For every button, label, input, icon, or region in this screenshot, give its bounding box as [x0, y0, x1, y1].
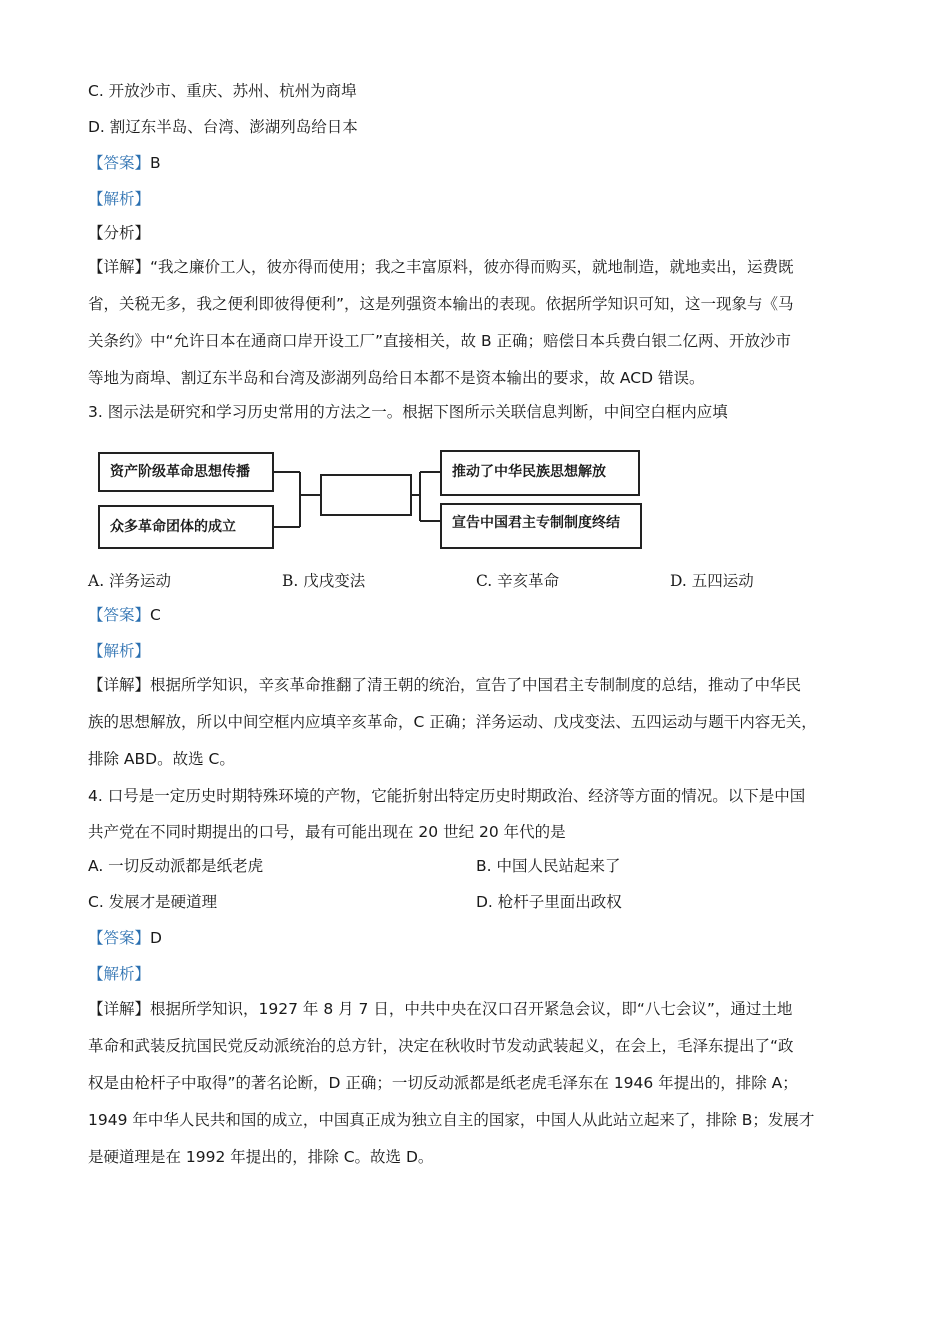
q3-analysis-label: 【解析】: [88, 642, 151, 660]
answer-label: 【答案】: [88, 929, 151, 947]
q3-option-b: B. 戊戌变法: [282, 572, 366, 590]
q2-fenxi-label: 【分析】: [88, 224, 151, 242]
q4-option-d: D. 枪杆子里面出政权: [476, 893, 622, 911]
q3-detail-line-2: 族的思想解放，所以中间空框内应填辛亥革命，C 正确；洋务运动、戊戌变法、五四运动与题干内容无关，: [88, 713, 817, 731]
q4-answer: [88, 927, 162, 949]
box-thought-liberation: 推动了中华民族思想解放: [440, 450, 640, 496]
q4-detail-line-3: 权是由枪杆子中取得”的著名论断，D 正确；一切反动派都是纸老虎毛泽东在 1946 年提出的，排除 A；: [88, 1074, 798, 1092]
detail-label: 【详解】: [88, 258, 151, 276]
q2-detail-line-3: 关条约》中“允许日本在通商口岸开设工厂”直接相关，故 B 正确；赔偿日本兵费白银二亿两、开放沙市: [88, 332, 792, 350]
q4-option-c: C. 发展才是硬道理: [88, 893, 218, 911]
answer-value: B: [150, 154, 161, 172]
detail-label: 【详解】: [88, 1000, 151, 1018]
q3-option-d: D. 五四运动: [670, 572, 754, 590]
q4-option-b: B. 中国人民站起来了: [476, 857, 621, 875]
answer-value: C: [150, 606, 161, 624]
q2-option-c: C. 开放沙市、重庆、苏州、杭州为商埠: [88, 82, 357, 100]
q4-detail-line-2: 革命和武装反抗国民党反动派统治的总方针，决定在秋收时节发动武装起义，在会上，毛泽东提出了“政: [88, 1037, 794, 1055]
q4-detail-line-1: [88, 998, 792, 1020]
q3-option-a: A. 洋务运动: [88, 572, 172, 590]
answer-label: 【答案】: [88, 606, 151, 624]
q4-detail-line-4: 1949 年中华人民共和国的成立，中国真正成为独立自主的国家，中国人从此站立起来了，排除 B；发展才: [88, 1111, 815, 1129]
q3-option-c: C. 辛亥革命: [476, 572, 560, 590]
detail-text: 根据所学知识，辛亥革命推翻了清王朝的统治，宣告了中国君主专制制度的总结，推动了中华民: [150, 676, 802, 694]
q2-detail-line-2: 省，关税无多，我之便利即彼得便利”，这是列强资本输出的表现。依据所学知识可知，这一现象与《马: [88, 295, 794, 313]
box-revolutionary-groups: 众多革命团体的成立: [98, 505, 274, 549]
q4-detail-line-5: 是硬道理是在 1992 年提出的，排除 C。故选 D。: [88, 1148, 434, 1166]
box-blank-center: [320, 474, 412, 516]
q2-option-d: D. 割辽东半岛、台湾、澎湖列岛给日本: [88, 118, 358, 136]
answer-value: D: [150, 929, 162, 947]
q3-detail-line-3: 排除 ABD。故选 C。: [88, 750, 235, 768]
box-autocracy-end: 宣告中国君主专制制度终结: [440, 503, 642, 549]
detail-text: 根据所学知识，1927 年 8 月 7 日，中共中央在汉口召开紧急会议，即“八七会议”，通过土地: [150, 1000, 793, 1018]
q3-answer: [88, 604, 161, 626]
box-revolution-ideas: 资产阶级革命思想传播: [98, 452, 274, 492]
q4-option-a: A. 一切反动派都是纸老虎: [88, 857, 264, 875]
detail-label: 【详解】: [88, 676, 151, 694]
q2-detail-line-4: 等地为商埠、割辽东半岛和台湾及澎湖列岛给日本都不是资本输出的要求，故 ACD 错误。: [88, 369, 705, 387]
q2-analysis-label: 【解析】: [88, 190, 151, 208]
q4-analysis-label: 【解析】: [88, 965, 151, 983]
answer-label: 【答案】: [88, 154, 151, 172]
q4-stem-line-2: 共产党在不同时期提出的口号，最有可能出现在 20 世纪 20 年代的是: [88, 823, 566, 841]
detail-text: “我之廉价工人，彼亦得而使用；我之丰富原料，彼亦得而购买，就地制造，就地卖出，运费既: [150, 258, 794, 276]
q3-detail-line-1: [88, 674, 801, 696]
q3-stem: 3. 图示法是研究和学习历史常用的方法之一。根据下图所示关联信息判断，中间空白框内应填: [88, 403, 728, 421]
q4-stem-line-1: 4. 口号是一定历史时期特殊环境的产物，它能折射出特定历史时期政治、经济等方面的情况。以下是中国: [88, 787, 806, 805]
